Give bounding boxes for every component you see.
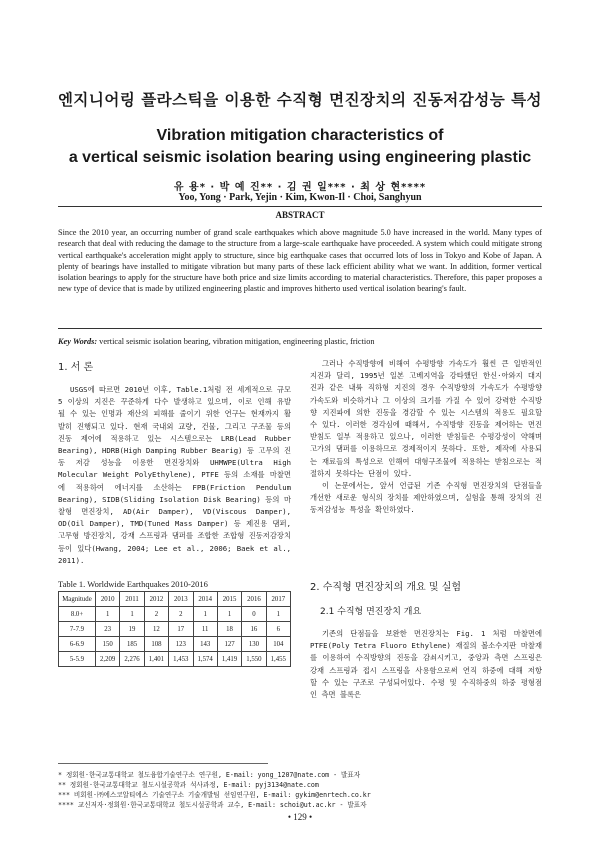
page-number: • 129 • [287,812,313,822]
table-header-cell: 2016 [242,592,266,607]
table-cell: 1,455 [266,652,290,667]
right-column-section21 [310,628,542,701]
right-paragraph-2: 이 논문에서는, 앞서 언급된 기존 수직형 면진장치의 단점들을 개선한 새로운 형식의 장치를 제안하였으며, 실험을 통해 장치의 진동저감성능 특성을 확인하였다. [310,481,542,515]
intro-paragraph: USGS에 따르면 2010년 이후, Table.1처럼 전 세계적으로 규모 5 이상의 지진은 꾸준하게 다수 발생하고 있으며, 이로 인해 유발 될 수 있는 인명과 재산의 피해를 줄이기 위한 연구는 현재까지 활발히 진행되고 있다. 현재 국내외 교량, 건물, 그리고 구조물 등의 진동 제어에 적용하고 있는 시스템으로는 LRB(Lead Rubber Bearing), HDRB(High Damping Rubber Bearig) 등 고무의 진동 저감 성능을 이용한 면진장치와 UHMWPE(Ultra High Molecular Weight PolyEthylene), PTFE 등의 소재를 마찰면에 적용하여 에너지를 소산하는 FPB(Friction Pendulum Bearing), SIDB(Sliding Isolation Disk Bearing) 등의 마찰형 면진장치, AD(Air Damper), VD(Viscous Damper), OD(Oil Damper), TMD(Tuned Mass Damper) 등 제진용 댐퍼, 고무형 방진장치, 강재 스프링과 댐퍼를 조합한 조합형 진동저감장치 등이 있다(Hwang, 2004; Lee et al., 2006; Baek et al., 2011). [58,385,291,565]
table-cell: 16 [242,622,266,637]
table-header-row [59,592,291,607]
right-paragraph-3: 기존의 단점들을 보완한 면진장치는 Fig. 1 처럼 마찰면에 PTFE(Poly Tetra Fluoro Ethylene) 재질의 볼소수지판 마찰재를 이용하여 수직방향의 진동을 감쇠시키고, 중앙과 측면 스프링은 강재 스프링과 접시 스프링을 사용함으로써 연직 하중에 대해 저항할 수 있는 구조로 구성되어있다. 수평 및 수직하중의 하중 평형점인 측면 블록은 [310,629,542,700]
table-cell: 2,276 [120,652,144,667]
authors-korean: 유 용* · 박 예 진** · 김 권 일*** · 최 상 현**** [173,182,427,193]
footnote-item: **** 교신저자·정회원·한국교통대학교 철도시설공학과 교수, E-mail: schoi@ut.ac.kr - 발표자 [58,801,367,809]
section2-heading: 2. 수직형 면진장치의 개요 및 실험 [310,582,462,593]
table-cell: 1,574 [193,652,217,667]
abstract-heading: ABSTRACT [275,210,325,220]
table-cell: 104 [266,637,290,652]
table-cell: 1 [193,607,217,622]
footnote-item: * 정회원·한국교통대학교 철도융합기술연구소 연구원, E-mail: yong_1207@nate.com - 발표자 [58,771,361,779]
table-cell: 5-5.9 [59,652,96,667]
table-cell: 2,209 [96,652,120,667]
table-cell: 1,419 [217,652,241,667]
table-row [59,637,291,652]
table-cell: 6-6.9 [59,637,96,652]
table-header-cell: 2012 [144,592,168,607]
table-cell: 1,550 [242,652,266,667]
table-cell: 19 [120,622,144,637]
table-cell: 130 [242,637,266,652]
table-cell: 11 [193,622,217,637]
section21-heading: 2.1 수직형 면진장치 개요 [320,607,422,617]
footnote-item: *** 비회원·㈜에스코알티에스 기술연구소 기술개발팀 선임연구원, E-mail: gykim@enrtech.co.kr [58,791,371,799]
table-header-cell: 2015 [217,592,241,607]
table-cell: 1,453 [169,652,193,667]
table-caption: Table 1. Worldwide Earthquakes 2010-2016 [58,579,208,589]
authors-english: Yoo, Yong · Park, Yejin · Kim, Kwon-Il · Choi, Sanghyun [178,192,422,203]
table-cell: 1 [217,607,241,622]
table-header-cell: 2017 [266,592,290,607]
table-cell: 1 [96,607,120,622]
footnote-item: ** 정회원·한국교통대학교 철도시설공학과 석사과정, E-mail: pyj3134@nate.com [58,781,319,789]
table-cell: 1,401 [144,652,168,667]
paper-title-english [0,125,600,169]
table-cell: 185 [120,637,144,652]
abstract-top-rule [58,206,542,207]
table-cell: 2 [144,607,168,622]
footnote-rule [58,763,268,764]
table-cell: 150 [96,637,120,652]
paper-title-korean: 엔지니어링 플라스틱을 이용한 수직형 면진장치의 진동저감성능 특성 [57,91,543,109]
table-cell: 1 [120,607,144,622]
table-cell: 123 [169,637,193,652]
abstract-bottom-rule [58,328,542,329]
table-cell: 0 [242,607,266,622]
table-cell: 18 [217,622,241,637]
table-cell: 17 [169,622,193,637]
table-cell: 6 [266,622,290,637]
right-paragraph-1: 그러나 수직방향에 비해여 수평방향 가속도가 훨씬 큰 일반적인 지진과 달리, 1995년 일본 고베지역을 강타했던 한신·아와지 대지진과 같은 내륙 직하형 지진의 경우 수직방향의 가속도가 수평방향 가속도와 비슷하거나 그 이상의 크기를 가질 수 있어 강력한 수직방향 지진파에 의한 진동을 경감할 수 있는 시스템의 적용도 필요할 수 있다. 이러한 경각심에 때해서, 수직방향 진동을 제어하는 면진받침도 일부 적용하고 있으나, 이러한 받침들은 수평강성이 약해며 고가의 댐퍼를 이용하므로 경제적이지 못하다. 또한, 제작에 사용되는 재료들의 특성으로 인해여 대형구조물에 적용하는 받침으로는 적절하지 못하다는 단점이 있다. [310,359,542,478]
table-header-cell: 2014 [193,592,217,607]
table-header-cell: 2013 [169,592,193,607]
right-column-text [310,358,542,517]
left-column-intro [58,384,291,567]
table-cell: 143 [193,637,217,652]
table-cell: 8.0+ [59,607,96,622]
table-cell: 127 [217,637,241,652]
table-cell: 7-7.9 [59,622,96,637]
abstract-text: Since the 2010 year, an occurring number of grand scale earthquakes which above magnitude 5.0 have increased in the world. Many types of research that deal with reducing the damage to the structure from a large-scale earthquake have proceeded. A system which could mitigate strong vertical earthquake's acceleration might apply to structure, since big earthquake cases that occurred lots of loss in Tokyo and Kobe of Japan. A plenty of bearings have installed to mitigate vibration but many parts of these lack efficient ability what we want. In addition, former vertical isolation bearings to apply for the structure have both price and size limits according to material characteristics. Therefore, this paper proposes a new type of device that is made by utilized engineering plastic and improves hitherto used vertical isolation bearing's fault. [58,228,542,294]
table-cell: 12 [144,622,168,637]
table-cell: 23 [96,622,120,637]
earthquake-table [58,591,291,667]
table-cell: 2 [169,607,193,622]
keywords-label: Key Words: [58,337,98,346]
table-row [59,607,291,622]
table-cell: 108 [144,637,168,652]
table-header-cell: 2011 [120,592,144,607]
table-cell: 1 [266,607,290,622]
title-en-line1: Vibration mitigation characteristics of [156,127,444,144]
table-row [59,652,291,667]
keywords-text: vertical seismic isolation bearing, vibration mitigation, engineering plastic, friction [97,337,375,346]
keywords [58,337,542,346]
table-header-cell: 2010 [96,592,120,607]
section1-heading: 1. 서 론 [58,362,94,373]
table-row [59,622,291,637]
footnotes [58,770,542,810]
table-header-cell: Magnitude [59,592,96,607]
title-en-line2: a vertical seismic isolation bearing using engineering plastic [68,149,532,166]
